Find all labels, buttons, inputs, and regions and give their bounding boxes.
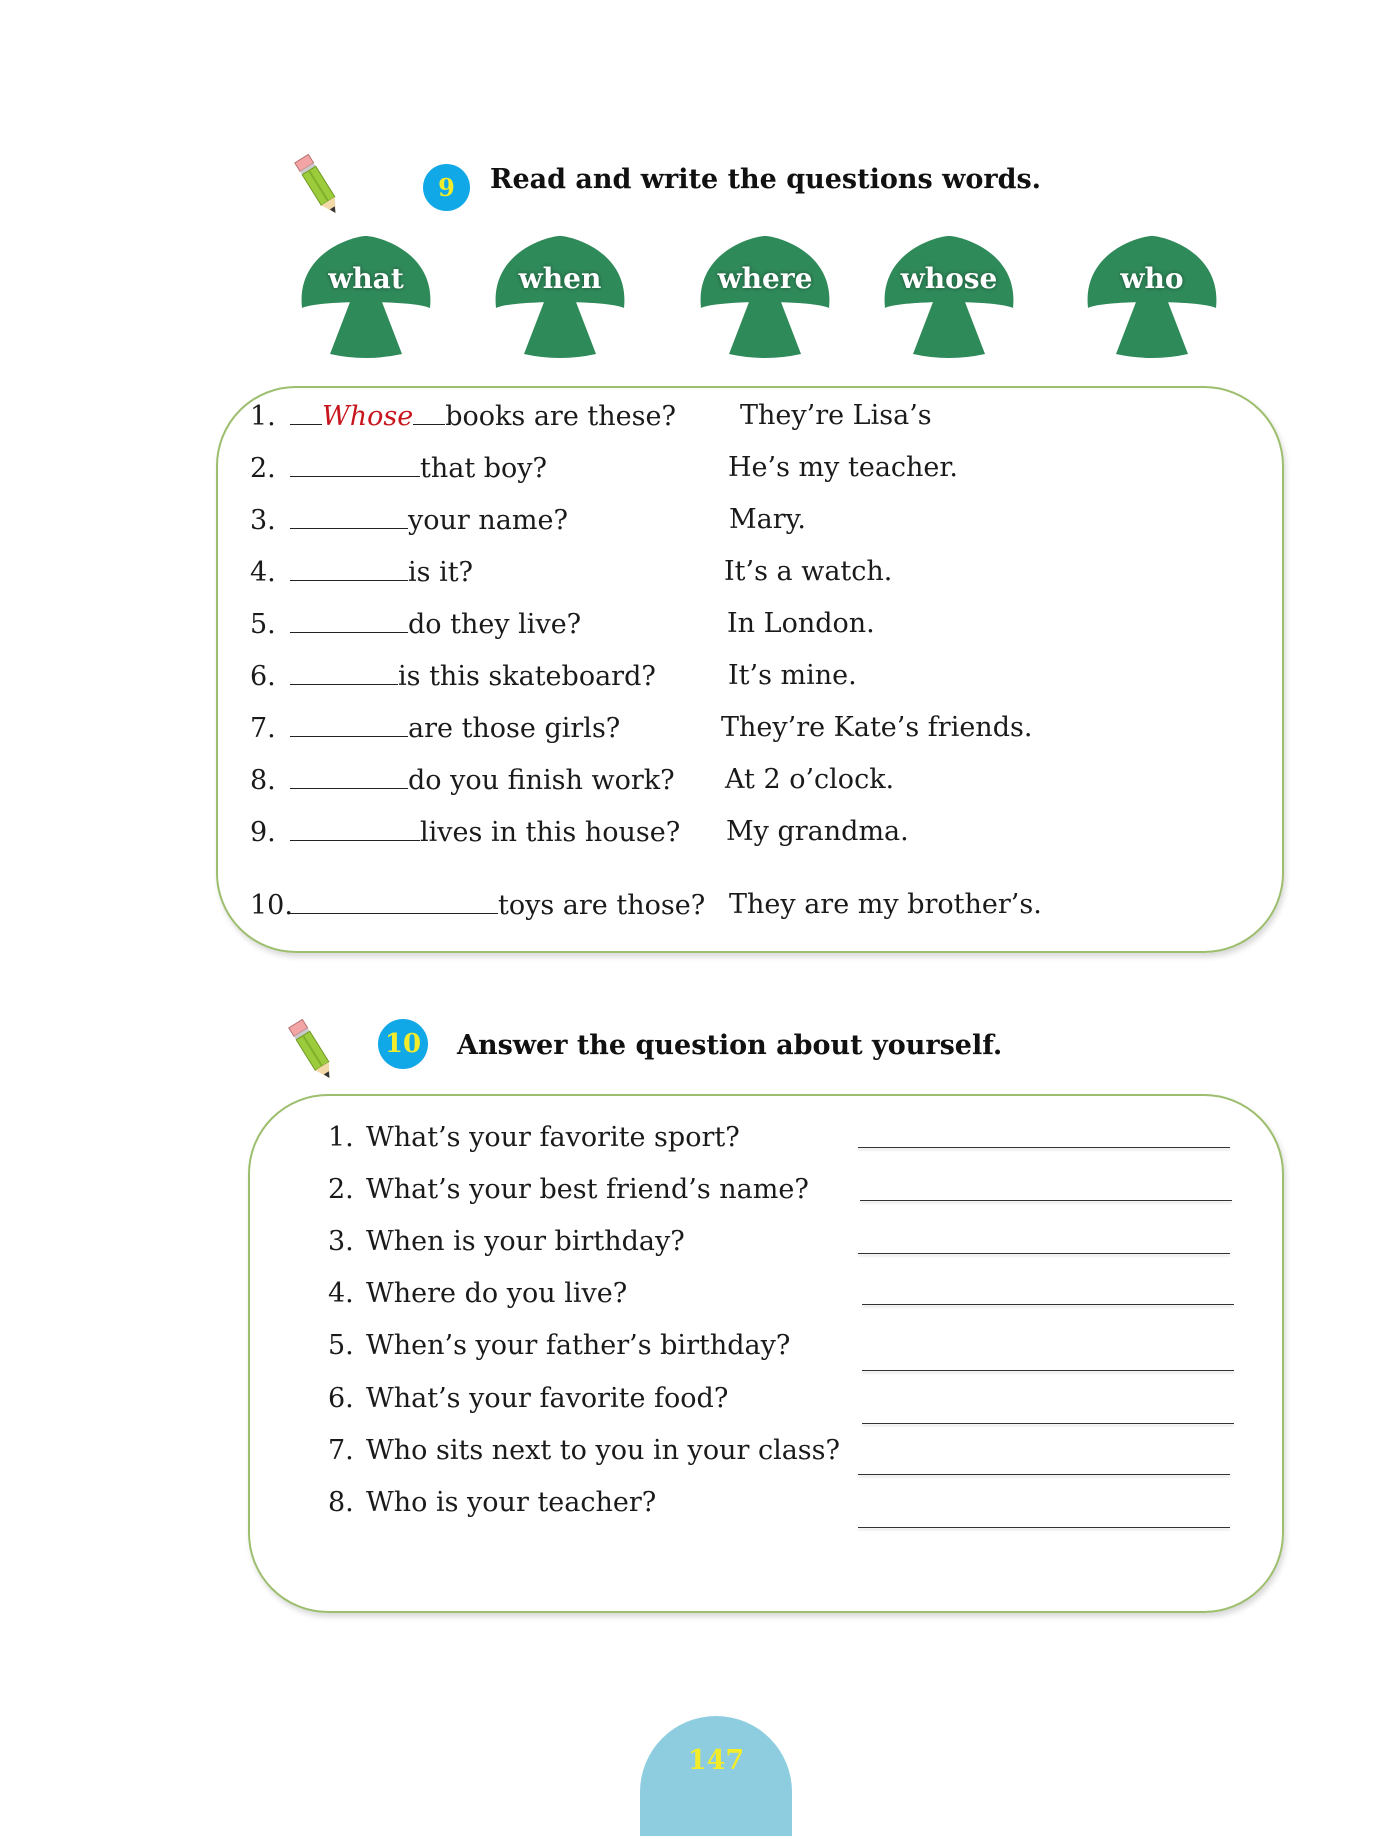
word-label: when	[518, 262, 602, 295]
question-text: that boy?	[420, 453, 548, 484]
question-number: 6.	[328, 1383, 354, 1414]
answer-line[interactable]	[862, 1304, 1234, 1305]
question-row	[250, 889, 705, 921]
question-text: are those girls?	[408, 713, 621, 744]
response-text: My grandma.	[726, 816, 909, 847]
question-number: 10.	[250, 890, 293, 921]
answer-blank[interactable]	[290, 452, 420, 477]
question-number: 1.	[250, 401, 276, 432]
question-row	[328, 1174, 809, 1205]
word-label: what	[328, 262, 404, 295]
answer-line[interactable]	[862, 1370, 1234, 1371]
answer-line[interactable]	[858, 1474, 1230, 1475]
page-number: 147	[687, 1745, 745, 1776]
answer-line[interactable]	[858, 1253, 1230, 1254]
question-text: lives in this house?	[420, 817, 681, 848]
question-number: 7.	[250, 713, 276, 744]
question-text: books are these?	[445, 401, 676, 432]
response-text: At 2 o’clock.	[725, 764, 895, 795]
question-number: 4.	[250, 557, 276, 588]
question-number: 4.	[328, 1278, 354, 1309]
answer-blank[interactable]	[290, 556, 408, 581]
word-label: where	[717, 262, 813, 295]
word-mushroom-who	[1080, 234, 1224, 360]
question-row	[250, 712, 620, 744]
answer-blank[interactable]	[290, 660, 398, 685]
question-text: What’s your best friend’s name?	[366, 1174, 809, 1205]
exercise-10-title: Answer the question about yourself.	[457, 1030, 1003, 1061]
question-number: 2.	[328, 1174, 354, 1205]
question-number: 8.	[250, 765, 276, 796]
question-row	[250, 556, 473, 588]
question-number: 2.	[250, 453, 276, 484]
word-label: who	[1120, 262, 1184, 295]
answer-blank[interactable]	[290, 816, 420, 841]
answer-blank[interactable]	[413, 400, 445, 425]
pencil-icon	[292, 150, 344, 220]
question-row	[328, 1435, 840, 1466]
response-text: They are my brother’s.	[729, 889, 1042, 920]
word-mushroom-what	[294, 234, 438, 360]
question-row	[250, 504, 568, 536]
answer-line[interactable]	[858, 1527, 1230, 1528]
word-mushroom-when	[488, 234, 632, 360]
question-row	[328, 1278, 627, 1309]
question-text: do you finish work?	[408, 765, 675, 796]
question-row	[250, 816, 680, 848]
question-text: Who sits next to you in your class?	[366, 1435, 840, 1466]
response-text: It’s a watch.	[724, 556, 893, 587]
question-row	[328, 1330, 790, 1361]
question-number: 3.	[250, 505, 276, 536]
answer-blank[interactable]	[290, 764, 408, 789]
answer-blank[interactable]	[290, 504, 408, 529]
answer-blank[interactable]	[290, 400, 322, 425]
question-text: Where do you live?	[366, 1278, 628, 1309]
word-mushroom-where	[693, 234, 837, 360]
exercise-number-badge: 10	[378, 1019, 428, 1069]
response-text: It’s mine.	[728, 660, 857, 691]
exercise-9-title: Read and write the questions words.	[490, 164, 1042, 195]
answer-line[interactable]	[862, 1423, 1234, 1424]
pencil-icon	[286, 1015, 338, 1085]
question-row	[250, 608, 581, 640]
question-text: When’s your father’s birthday?	[366, 1330, 791, 1361]
response-text: He’s my teacher.	[728, 452, 958, 483]
response-text: They’re Kate’s friends.	[721, 712, 1033, 743]
question-row	[250, 452, 547, 484]
answer-line[interactable]	[858, 1147, 1230, 1148]
question-row	[328, 1487, 656, 1518]
word-mushroom-whose	[877, 234, 1021, 360]
question-text: your name?	[408, 505, 568, 536]
question-text: do they live?	[408, 609, 582, 640]
page-number-tab	[640, 1716, 792, 1836]
question-text: toys are those?	[498, 890, 706, 921]
question-number: 5.	[328, 1330, 354, 1361]
example-answer: Whose	[322, 401, 414, 432]
answer-line[interactable]	[860, 1200, 1232, 1201]
question-text: What’s your favorite food?	[366, 1383, 729, 1414]
exercise-number-badge: 9	[423, 164, 470, 211]
question-text: When is your birthday?	[366, 1226, 685, 1257]
question-text: Who is your teacher?	[366, 1487, 657, 1518]
question-number: 8.	[328, 1487, 354, 1518]
question-row	[250, 764, 675, 796]
question-row	[328, 1383, 728, 1414]
word-label: whose	[900, 262, 998, 295]
response-text: They’re Lisa’s	[740, 400, 932, 431]
answer-blank[interactable]	[290, 608, 408, 633]
question-number: 6.	[250, 661, 276, 692]
question-number: 5.	[250, 609, 276, 640]
answer-blank[interactable]	[290, 712, 408, 737]
question-row	[250, 400, 676, 432]
question-number: 1.	[328, 1122, 354, 1153]
response-text: In London.	[727, 608, 875, 639]
question-number: 9.	[250, 817, 276, 848]
question-row	[328, 1122, 740, 1153]
question-text: What’s your favorite sport?	[366, 1122, 740, 1153]
question-row	[250, 660, 656, 692]
answer-blank[interactable]	[290, 889, 498, 914]
question-text: is this skateboard?	[398, 661, 656, 692]
question-row	[328, 1226, 685, 1257]
question-number: 7.	[328, 1435, 354, 1466]
response-text: Mary.	[729, 504, 806, 535]
question-text: is it?	[408, 557, 474, 588]
question-number: 3.	[328, 1226, 354, 1257]
